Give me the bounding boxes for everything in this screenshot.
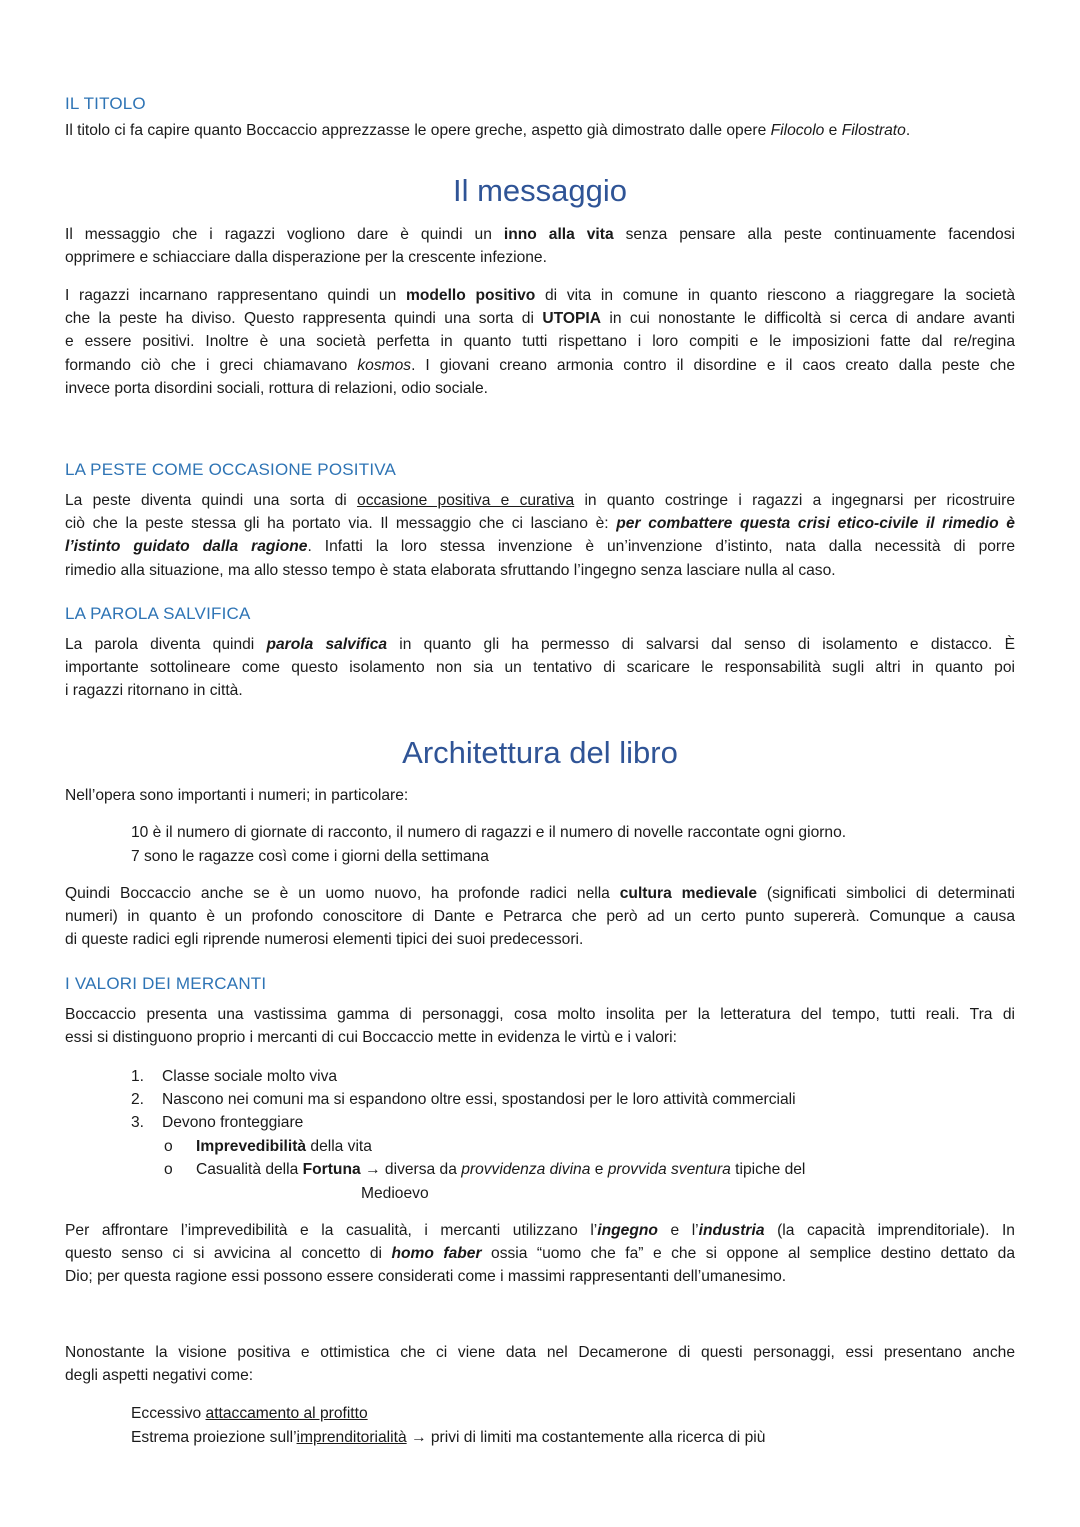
section-heading-parola: LA PAROLA SALVIFICA <box>65 604 251 623</box>
paragraph-messaggio-2: I ragazzi incarnano rappresentano quindi un modello positivo di vita in comune in quanto riescono a riaggregare la società che la peste ha diviso. Questo rappresenta quindi una sorta di UTOPIA in cui nonostante le difficoltà si cerca di andare avanti e essere positivi. Inoltre è una società perfetta in quanto tutti rispettano i loro compiti e le imposizioni fatte dal re/regina formando ciò che i greci chiamavano kosmos. I giovani creano armonia contro il disordine e il caos creato dalla peste che invece porta disordini sociali, rottura di relazioni, odio sociale. <box>65 287 1016 397</box>
section-heading-valori: I VALORI DEI MERCANTI <box>65 974 267 993</box>
indented-line-7: 7 sono le ragazze così come i giorni della settimana <box>131 848 489 865</box>
heading-architettura: Architettura del libro <box>402 735 678 770</box>
negative-aspect-2: Estrema proiezione sull’imprenditorialità → privi di limiti ma costantemente alla ricerca di più <box>131 1429 766 1446</box>
numbered-item-1: 1. Classe sociale molto viva <box>131 1068 338 1085</box>
section-heading-peste: LA PESTE COME OCCASIONE POSITIVA <box>65 460 397 479</box>
indented-line-10: 10 è il numero di giornate di racconto, il numero di ragazzi e il numero di novelle raccontate ogni giorno. <box>131 824 847 841</box>
paragraph-valori: Boccaccio presenta una vastissima gamma di personaggi, cosa molto insolita per la letteratura del tempo, tutti reali. Tra di essi si distinguono proprio i mercanti di cui Boccaccio mette in evidenza le virtù e i valori: <box>65 1006 1015 1047</box>
section-heading-titolo: IL TITOLO <box>65 94 146 113</box>
paragraph-messaggio-1: Il messaggio che i ragazzi vogliono dare è quindi un inno alla vita senza pensare alla peste continuamente facendosi opprimere e schiacciare dalla disperazione per la crescente infezione. <box>65 226 1015 267</box>
bullet-item-imprevedibilita: o Imprevedibilità della vita <box>164 1138 372 1155</box>
heading-messaggio: Il messaggio <box>452 173 628 208</box>
paragraph-parola: La parola diventa quindi parola salvifica in quanto gli ha permesso di salvarsi dal senso di isolamento e distacco. È importante sottolineare come questo isolamento non sia un tentativo di scaricare le responsabilità sugli altri in quanto poi i ragazzi ritornano in città. <box>65 636 1015 700</box>
bullet-item-casualita: o Casualità della Fortuna → diversa da provvidenza divina e provvida sventura tipiche del <box>164 1161 806 1178</box>
numbered-item-2: 2. Nascono nei comuni ma si espandono oltre essi, spostandosi per le loro attività commerciali <box>131 1091 796 1108</box>
paragraph-titolo: Il titolo ci fa capire quanto Boccaccio apprezzasse le opere greche, aspetto già dimostrato dalle opere Filocolo e Filostrato. <box>65 122 911 139</box>
negative-aspect-1: Eccessivo attaccamento al profitto <box>131 1405 368 1422</box>
paragraph-affrontare: Per affrontare l’imprevedibilità e la casualità, i mercanti utilizzano l’ingegno e l’industria (la capacità imprenditoriale). In questo senso ci si avvicina al concetto di homo faber ossia “uomo che fa” e che si oppone al semplice destino dettato da Dio; per questa ragione essi possono essere considerati come i massimi rappresentanti dell’umanesimo. <box>65 1222 1016 1286</box>
bullet-continuation: Medioevo <box>361 1185 429 1202</box>
paragraph-peste: La peste diventa quindi una sorta di occasione positiva e curativa in quanto costringe i ragazzi a ingegnarsi per ricostruire ciò che la peste stessa gli ha portato via. Il messaggio che ci lasciano è: per combattere questa crisi etico-civile il rimedio è l’istinto guidato dalla ragione. Infatti la loro stessa invenzione è un’invenzione d’istinto, nata dalla necessità di porre rimedio alla situazione, ma allo stesso tempo è stata elaborata sfruttando l’ingegno senza lasciare nulla al caso. <box>65 492 1015 579</box>
paragraph-arch: Quindi Boccaccio anche se è un uomo nuovo, ha profonde radici nella cultura medievale (significati simbolici di determinati numeri) in quanto è un profondo conoscitore di Dante e Petrarca che però ad un certo punto supererà. Comunque a causa di queste radici egli riprende numerosi elementi tipici dei suoi predecessori. <box>65 885 1015 949</box>
paragraph-nonostante: Nonostante la visione positiva e ottimistica che ci viene data nel Decamerone di questi personaggi, essi presentano anche degli aspetti negativi come: <box>65 1344 1015 1385</box>
paragraph-arch-intro: Nell’opera sono importanti i numeri; in particolare: <box>65 787 409 804</box>
numbered-item-3: 3. Devono fronteggiare <box>131 1114 304 1131</box>
